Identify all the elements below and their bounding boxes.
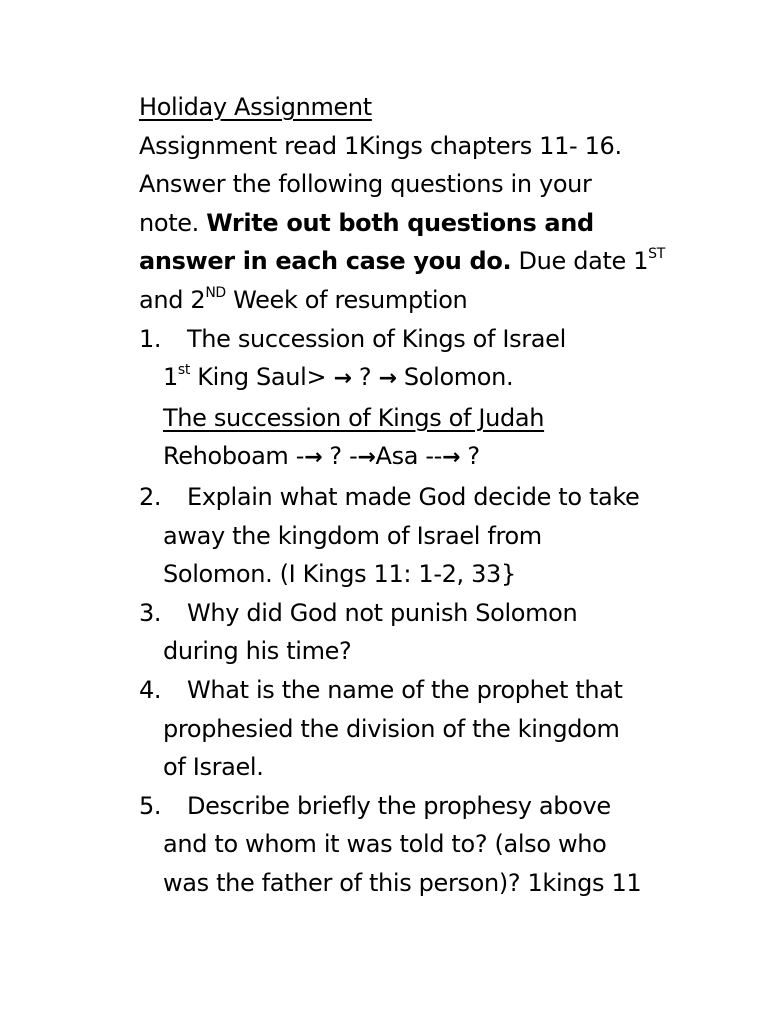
succession-text: Rehoboam - [163, 442, 305, 471]
question-3 [139, 594, 739, 633]
question-number: 4. [139, 675, 162, 704]
question-text: prophesied the division of the kingdom [163, 714, 620, 743]
due-date-text: and 2 [139, 285, 206, 314]
question-text: The succession of Kings of Israel [187, 324, 566, 353]
judah-succession [139, 437, 739, 478]
question-text: Describe briefly the prophesy above [187, 791, 611, 820]
question-5 [139, 787, 739, 826]
succession-text: 1 [163, 363, 178, 392]
question-text: Why did God not punish Solomon [187, 598, 578, 627]
intro-line: Assignment read 1Kings chapters 11- 16. [139, 131, 622, 160]
instruction-bold: Write out both questions and [206, 208, 594, 237]
question-number: 3. [139, 598, 162, 627]
succession-text: Asa -- [375, 442, 442, 471]
question-text: Solomon. (I Kings 11: 1-2, 33} [163, 560, 516, 589]
instruction-bold: answer in each case you do. [139, 247, 512, 276]
question-4 [139, 671, 739, 710]
question-number: 2. [139, 482, 162, 511]
question-number: 1. [139, 324, 162, 353]
succession-text: Solomon. [396, 363, 514, 392]
question-text: Explain what made God decide to take [187, 482, 640, 511]
intro-line [139, 242, 739, 281]
arrow-right-icon: → [442, 445, 461, 471]
succession-text: ? [351, 363, 379, 392]
ordinal-suffix: ST [648, 246, 665, 263]
document-title: Holiday Assignment [139, 93, 372, 121]
succession-text: King Saul> [190, 363, 334, 392]
ordinal-suffix: ND [205, 284, 226, 301]
intro-text: note. [139, 208, 207, 237]
intro-line [139, 281, 739, 320]
succession-text: ? [460, 442, 480, 471]
due-date-text: Due date 1 [511, 247, 649, 276]
succession-text: ? - [322, 442, 358, 471]
question-text: during his time? [163, 637, 352, 666]
document-body [139, 88, 739, 902]
israel-succession [139, 358, 739, 399]
judah-heading-text: The succession of Kings of Judah [163, 403, 545, 432]
question-text: What is the name of the prophet that [187, 675, 623, 704]
question-2 [139, 478, 739, 517]
question-text: of Israel. [163, 753, 264, 782]
question-text: away the kingdom of Israel from [163, 521, 542, 550]
intro-line [139, 204, 739, 243]
question-1 [139, 320, 739, 359]
arrow-right-icon: → [378, 366, 397, 392]
question-text: and to whom it was told to? (also who [163, 830, 607, 859]
arrow-right-icon: → [333, 366, 352, 392]
arrow-right-icon: → [357, 445, 376, 471]
ordinal-suffix: st [177, 362, 191, 379]
question-text: was the father of this person)? 1kings 11 [163, 868, 642, 897]
intro-line: Answer the following questions in your [139, 170, 592, 199]
question-number: 5. [139, 791, 162, 820]
judah-heading [139, 399, 739, 438]
arrow-right-icon: → [304, 445, 323, 471]
due-date-text: Week of resumption [225, 285, 468, 314]
